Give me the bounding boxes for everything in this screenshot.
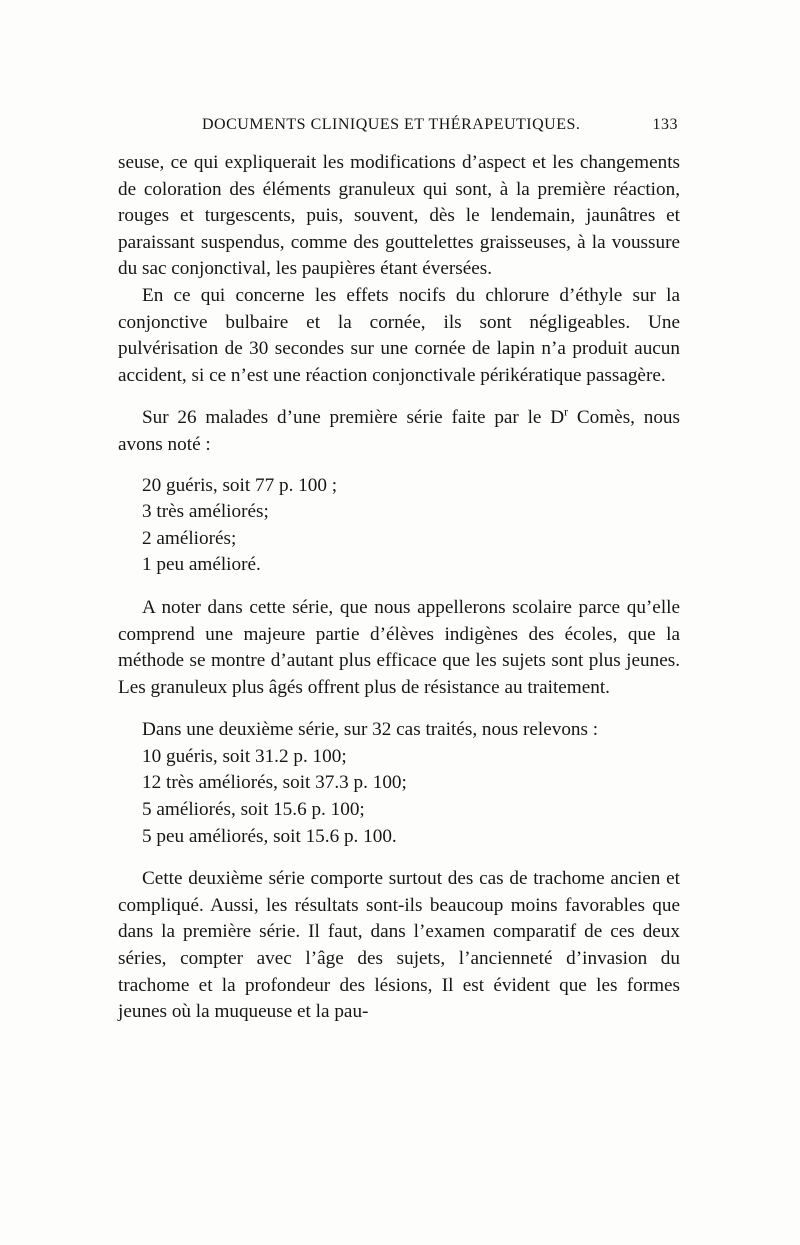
body-text xyxy=(118,150,680,1026)
list-item: 2 améliorés; xyxy=(142,527,237,549)
list-item: 1 peu amélioré. xyxy=(142,554,261,576)
paragraph-second-series-intro: Dans une deuxième série, sur 32 cas traités, nous relevons : xyxy=(142,719,599,741)
second-series-results xyxy=(118,744,680,850)
first-series-results xyxy=(118,473,680,579)
first-series-intro-end: Comès, nous avons noté : xyxy=(118,407,680,455)
first-series-intro-text: Sur 26 malades d’une première série faite par le D xyxy=(142,407,565,429)
paragraph-chlorure-effects: En ce qui concerne les effets nocifs du chlorure d’éthyle sur la conjonctive bulbaire et la cornée, ils sont négligeables. Une pulvérisation de 30 secondes sur une cornée de lapin n’a produit aucun accident, si ce n’est une réaction conjonctivale périkératique passagère. xyxy=(118,284,680,386)
list-item: 3 très améliorés; xyxy=(142,501,269,523)
paragraph-second-series-discussion: Cette deuxième série comporte surtout des cas de trachome ancien et compliqué. Aussi, les résultats sont-ils beaucoup moins favorables que dans la première série. Il faut, dans l’examen comparatif de ces deux séries, compter avec l’âge des sujets, l’ancienneté d’invasion du trachome et la profondeur des lésions, Il est évident que les formes jeunes où la muqueuse et la pau- xyxy=(118,868,680,1023)
list-item: 10 guéris, soit 31.2 p. 100; xyxy=(142,745,347,767)
paragraph-first-series-intro xyxy=(118,405,680,458)
paragraph-continuation: seuse, ce qui expliquerait les modifications d’aspect et les changements de coloration des éléments granuleux qui sont, à la première réaction, rouges et turgescents, puis, souvent, dès le lendemain, jaunâtres et paraissant suspendus, comme des gouttelettes graisseuses, à la voussure du sac conjonctival, les paupières étant éversées. xyxy=(118,152,680,280)
running-title: DOCUMENTS CLINIQUES ET THÉRAPEUTIQUES. xyxy=(202,116,581,133)
list-item: 20 guéris, soit 77 p. 100 ; xyxy=(142,474,338,496)
doctor-abbrev-superscript: r xyxy=(564,404,569,419)
page-number: 133 xyxy=(652,116,678,133)
list-item: 5 améliorés, soit 15.6 p. 100; xyxy=(142,799,365,821)
running-header xyxy=(118,116,682,142)
paragraph-school-series: A noter dans cette série, que nous appellerons scolaire parce qu’elle comprend une majeure partie d’élèves indigènes des écoles, que la méthode se montre d’autant plus efficace que les sujets sont plus jeunes. Les granuleux plus âgés offrent plus de résistance au traitement. xyxy=(118,596,680,698)
list-item: 5 peu améliorés, soit 15.6 p. 100. xyxy=(142,825,397,847)
list-item: 12 très améliorés, soit 37.3 p. 100; xyxy=(142,772,407,794)
